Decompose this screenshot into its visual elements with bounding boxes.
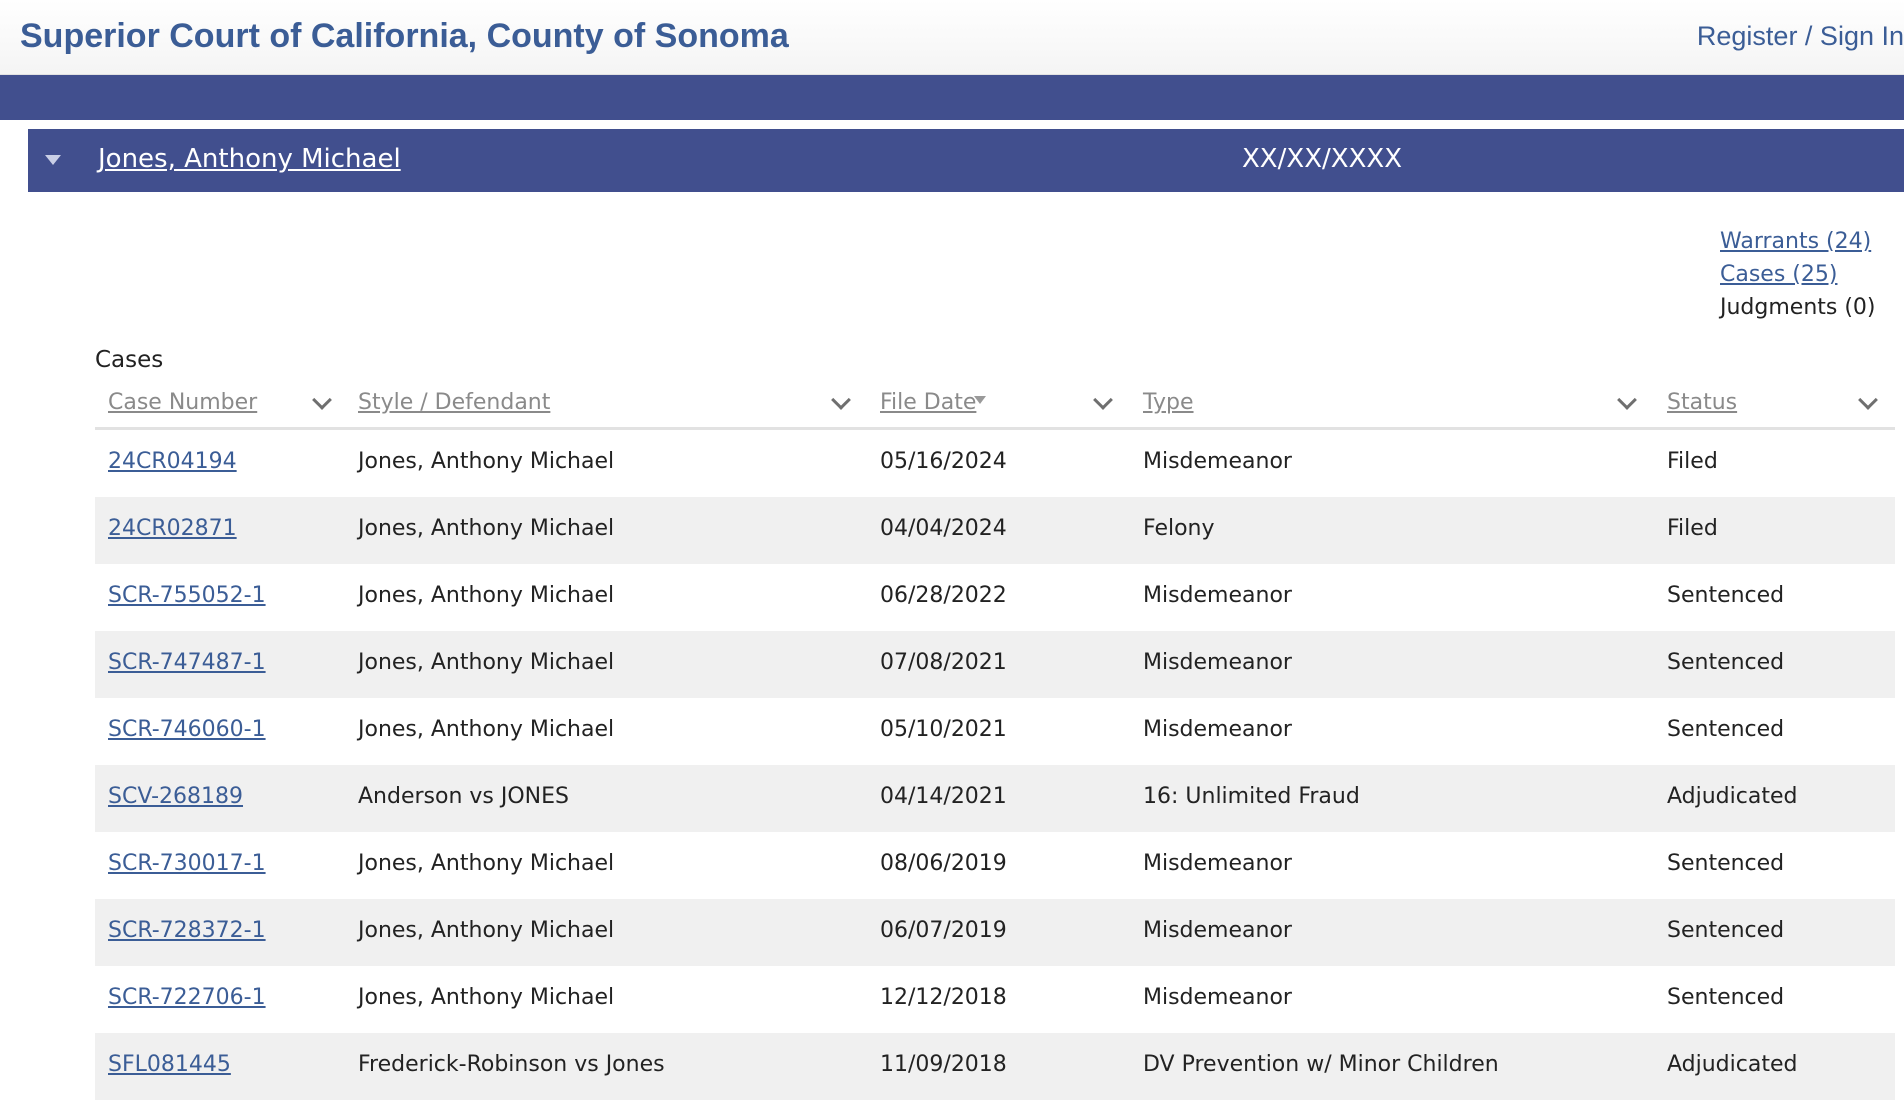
- table-row: [95, 832, 1895, 899]
- nav-band: [0, 75, 1904, 120]
- person-name-link[interactable]: Jones, Anthony Michael: [98, 144, 401, 174]
- chevron-down-icon[interactable]: [1858, 390, 1878, 410]
- cell-file-date: 04/04/2024: [880, 516, 1007, 541]
- chevron-down-icon[interactable]: [312, 390, 332, 410]
- cell-style-defendant: Jones, Anthony Michael: [358, 851, 615, 876]
- chevron-down-icon[interactable]: [1617, 390, 1637, 410]
- cell-type: Misdemeanor: [1143, 650, 1292, 675]
- cell-style-defendant: Jones, Anthony Michael: [358, 583, 615, 608]
- cell-type: DV Prevention w/ Minor Children: [1143, 1052, 1499, 1077]
- register-signin-link[interactable]: Register / Sign In: [1696, 21, 1904, 51]
- cell-style-defendant: Frederick-Robinson vs Jones: [358, 1052, 665, 1077]
- cell-style-defendant: Jones, Anthony Michael: [358, 717, 615, 742]
- cell-status: Sentenced: [1667, 717, 1785, 742]
- top-header: [0, 0, 1904, 75]
- column-header-file-date[interactable]: File Date: [880, 390, 977, 415]
- cell-case-number[interactable]: 24CR04194: [108, 449, 237, 474]
- cell-type: 16: Unlimited Fraud: [1143, 784, 1360, 809]
- table-row: [95, 631, 1895, 698]
- cell-file-date: 05/10/2021: [880, 717, 1007, 742]
- cell-style-defendant: Jones, Anthony Michael: [358, 516, 615, 541]
- cell-status: Sentenced: [1667, 650, 1785, 675]
- table-row: [95, 899, 1895, 966]
- sort-descending-icon: [974, 396, 986, 404]
- cell-file-date: 05/16/2024: [880, 449, 1007, 474]
- table-row: [95, 497, 1895, 564]
- column-header-style-defendant[interactable]: Style / Defendant: [358, 390, 551, 415]
- cell-style-defendant: Jones, Anthony Michael: [358, 985, 615, 1010]
- cell-status: Adjudicated: [1667, 784, 1798, 809]
- cell-file-date: 08/06/2019: [880, 851, 1007, 876]
- cell-type: Misdemeanor: [1143, 583, 1292, 608]
- cell-file-date: 06/07/2019: [880, 918, 1007, 943]
- cell-case-number[interactable]: SCR-747487-1: [108, 650, 266, 675]
- cell-case-number[interactable]: SCR-722706-1: [108, 985, 266, 1010]
- table-row: [95, 765, 1895, 832]
- cell-status: Sentenced: [1667, 985, 1785, 1010]
- cell-status: Filed: [1667, 449, 1718, 474]
- cell-file-date: 07/08/2021: [880, 650, 1007, 675]
- cell-case-number[interactable]: SCR-730017-1: [108, 851, 266, 876]
- cell-status: Sentenced: [1667, 851, 1785, 876]
- cell-file-date: 04/14/2021: [880, 784, 1007, 809]
- cases-grid: [95, 382, 1895, 1100]
- column-header-status[interactable]: Status: [1667, 390, 1738, 415]
- cell-case-number[interactable]: SCR-728372-1: [108, 918, 266, 943]
- cell-type: Felony: [1143, 516, 1215, 541]
- cell-status: Sentenced: [1667, 918, 1785, 943]
- judgments-count: Judgments (0): [1720, 295, 1876, 320]
- cell-case-number[interactable]: SCR-755052-1: [108, 583, 266, 608]
- cell-type: Misdemeanor: [1143, 851, 1292, 876]
- grid-header: [95, 382, 1895, 430]
- cell-status: Filed: [1667, 516, 1718, 541]
- cell-style-defendant: Jones, Anthony Michael: [358, 650, 615, 675]
- cell-case-number[interactable]: SCR-746060-1: [108, 717, 266, 742]
- cell-type: Misdemeanor: [1143, 918, 1292, 943]
- grid-body: [95, 430, 1895, 1100]
- cell-case-number[interactable]: SFL081445: [108, 1052, 231, 1077]
- table-row: [95, 966, 1895, 1033]
- person-dob: XX/XX/XXXX: [1242, 144, 1403, 174]
- cell-case-number[interactable]: 24CR02871: [108, 516, 237, 541]
- cell-type: Misdemeanor: [1143, 985, 1292, 1010]
- cell-style-defendant: Jones, Anthony Michael: [358, 449, 615, 474]
- table-row: [95, 698, 1895, 765]
- collapse-caret-icon[interactable]: [45, 155, 61, 165]
- chevron-down-icon[interactable]: [1093, 390, 1113, 410]
- cell-style-defendant: Jones, Anthony Michael: [358, 918, 615, 943]
- cell-file-date: 06/28/2022: [880, 583, 1007, 608]
- cell-case-number[interactable]: SCV-268189: [108, 784, 244, 809]
- column-header-case-number[interactable]: Case Number: [108, 390, 258, 415]
- cell-file-date: 12/12/2018: [880, 985, 1007, 1010]
- chevron-down-icon[interactable]: [831, 390, 851, 410]
- cell-type: Misdemeanor: [1143, 449, 1292, 474]
- cases-section-title: Cases: [95, 347, 164, 373]
- table-row: [95, 430, 1895, 497]
- cell-style-defendant: Anderson vs JONES: [358, 784, 569, 809]
- cell-status: Adjudicated: [1667, 1052, 1798, 1077]
- cell-file-date: 11/09/2018: [880, 1052, 1007, 1077]
- warrants-link[interactable]: Warrants (24): [1720, 229, 1872, 254]
- person-bar[interactable]: [28, 129, 1904, 192]
- cases-link[interactable]: Cases (25): [1720, 262, 1838, 287]
- table-row: [95, 564, 1895, 631]
- court-title: Superior Court of California, County of Sonoma: [20, 17, 789, 55]
- table-row: [95, 1033, 1895, 1100]
- cell-status: Sentenced: [1667, 583, 1785, 608]
- column-header-type[interactable]: Type: [1143, 390, 1194, 415]
- record-summary: [1720, 225, 1876, 324]
- cell-type: Misdemeanor: [1143, 717, 1292, 742]
